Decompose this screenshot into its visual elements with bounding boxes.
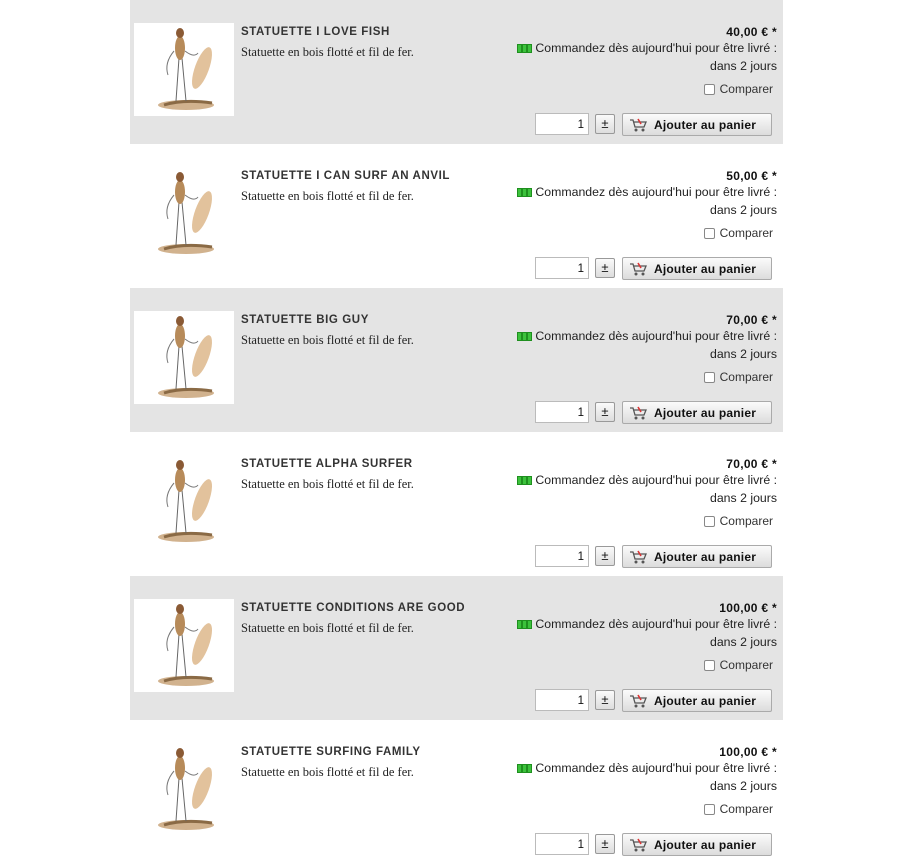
product-row: [130, 144, 783, 288]
delivery-info: [507, 40, 777, 75]
compare-checkbox[interactable]: [704, 802, 773, 816]
product-price: 50,00 € *: [726, 169, 777, 183]
checkbox-icon[interactable]: [704, 84, 715, 95]
stock-indicator-icon: [517, 617, 532, 634]
delivery-info: [507, 616, 777, 651]
checkbox-icon[interactable]: [704, 228, 715, 239]
checkbox-icon[interactable]: [704, 372, 715, 383]
product-price: 100,00 € *: [719, 601, 777, 615]
stock-indicator-icon: [517, 473, 532, 490]
statuette-photo: [134, 167, 234, 260]
product-image[interactable]: [134, 455, 234, 548]
cart-icon: [629, 550, 647, 564]
quantity-stepper[interactable]: ±: [595, 258, 615, 278]
compare-label: Comparer: [719, 226, 773, 240]
product-description: Statuette en bois flotté et fil de fer.: [241, 45, 414, 59]
product-image[interactable]: [134, 23, 234, 116]
statuette-photo: [134, 455, 234, 548]
quantity-stepper[interactable]: ±: [595, 834, 615, 854]
checkbox-icon[interactable]: [704, 516, 715, 527]
add-to-cart-button[interactable]: [622, 545, 772, 568]
quantity-input[interactable]: 1: [535, 689, 589, 711]
compare-label: Comparer: [719, 802, 773, 816]
product-title[interactable]: STATUETTE CONDITIONS ARE GOOD: [241, 602, 466, 614]
quantity-input[interactable]: 1: [535, 257, 589, 279]
product-list: [130, 0, 783, 864]
cart-icon: [629, 694, 647, 708]
add-to-cart-button[interactable]: [622, 257, 772, 280]
compare-checkbox[interactable]: [704, 514, 773, 528]
delivery-info: [507, 328, 777, 363]
product-title[interactable]: STATUETTE ALPHA SURFER: [241, 458, 413, 470]
compare-label: Comparer: [719, 82, 773, 96]
add-to-cart-label: Ajouter au panier: [654, 117, 757, 132]
statuette-photo: [134, 311, 234, 404]
quantity-input[interactable]: 1: [535, 833, 589, 855]
product-title[interactable]: STATUETTE I LOVE FISH: [241, 26, 390, 38]
product-title[interactable]: STATUETTE SURFING FAMILY: [241, 746, 421, 758]
delivery-text: Commandez dès aujourd'hui pour être livré : dans 2 jours: [535, 329, 777, 361]
delivery-info: [507, 472, 777, 507]
statuette-photo: [134, 743, 234, 836]
quantity-stepper[interactable]: ±: [595, 690, 615, 710]
delivery-text: Commandez dès aujourd'hui pour être livré : dans 2 jours: [535, 473, 777, 505]
product-price: 70,00 € *: [726, 313, 777, 327]
compare-checkbox[interactable]: [704, 370, 773, 384]
statuette-photo: [134, 23, 234, 116]
add-to-cart-label: Ajouter au panier: [654, 405, 757, 420]
product-image[interactable]: [134, 167, 234, 260]
cart-icon: [629, 262, 647, 276]
delivery-text: Commandez dès aujourd'hui pour être livré : dans 2 jours: [535, 41, 777, 73]
add-to-cart-label: Ajouter au panier: [654, 549, 757, 564]
stock-indicator-icon: [517, 761, 532, 778]
compare-checkbox[interactable]: [704, 226, 773, 240]
stock-indicator-icon: [517, 329, 532, 346]
product-row: [130, 576, 783, 720]
checkbox-icon[interactable]: [704, 660, 715, 671]
product-description: Statuette en bois flotté et fil de fer.: [241, 189, 414, 203]
product-image[interactable]: [134, 599, 234, 692]
compare-checkbox[interactable]: [704, 658, 773, 672]
add-to-cart-button[interactable]: [622, 113, 772, 136]
product-price: 40,00 € *: [726, 25, 777, 39]
add-to-cart-label: Ajouter au panier: [654, 837, 757, 852]
compare-label: Comparer: [719, 370, 773, 384]
product-title[interactable]: STATUETTE BIG GUY: [241, 314, 369, 326]
delivery-text: Commandez dès aujourd'hui pour être livré : dans 2 jours: [535, 761, 777, 793]
product-title[interactable]: STATUETTE I CAN SURF AN ANVIL: [241, 170, 451, 182]
delivery-text: Commandez dès aujourd'hui pour être livré : dans 2 jours: [535, 617, 777, 649]
product-row: [130, 432, 783, 576]
product-row: [130, 0, 783, 144]
quantity-input[interactable]: 1: [535, 401, 589, 423]
quantity-input[interactable]: 1: [535, 113, 589, 135]
compare-checkbox[interactable]: [704, 82, 773, 96]
add-to-cart-button[interactable]: [622, 689, 772, 712]
product-price: 70,00 € *: [726, 457, 777, 471]
product-description: Statuette en bois flotté et fil de fer.: [241, 765, 414, 779]
product-image[interactable]: [134, 311, 234, 404]
quantity-stepper[interactable]: ±: [595, 402, 615, 422]
product-description: Statuette en bois flotté et fil de fer.: [241, 621, 414, 635]
add-to-cart-label: Ajouter au panier: [654, 261, 757, 276]
stock-indicator-icon: [517, 185, 532, 202]
delivery-info: [507, 184, 777, 219]
stock-indicator-icon: [517, 41, 532, 58]
compare-label: Comparer: [719, 658, 773, 672]
product-description: Statuette en bois flotté et fil de fer.: [241, 333, 414, 347]
cart-icon: [629, 838, 647, 852]
product-image[interactable]: [134, 743, 234, 836]
delivery-info: [507, 760, 777, 795]
quantity-stepper[interactable]: ±: [595, 114, 615, 134]
quantity-input[interactable]: 1: [535, 545, 589, 567]
add-to-cart-label: Ajouter au panier: [654, 693, 757, 708]
cart-icon: [629, 406, 647, 420]
product-row: [130, 720, 783, 864]
product-row: [130, 288, 783, 432]
checkbox-icon[interactable]: [704, 804, 715, 815]
delivery-text: Commandez dès aujourd'hui pour être livré : dans 2 jours: [535, 185, 777, 217]
add-to-cart-button[interactable]: [622, 401, 772, 424]
statuette-photo: [134, 599, 234, 692]
product-price: 100,00 € *: [719, 745, 777, 759]
quantity-stepper[interactable]: ±: [595, 546, 615, 566]
add-to-cart-button[interactable]: [622, 833, 772, 856]
cart-icon: [629, 118, 647, 132]
compare-label: Comparer: [719, 514, 773, 528]
product-description: Statuette en bois flotté et fil de fer.: [241, 477, 414, 491]
